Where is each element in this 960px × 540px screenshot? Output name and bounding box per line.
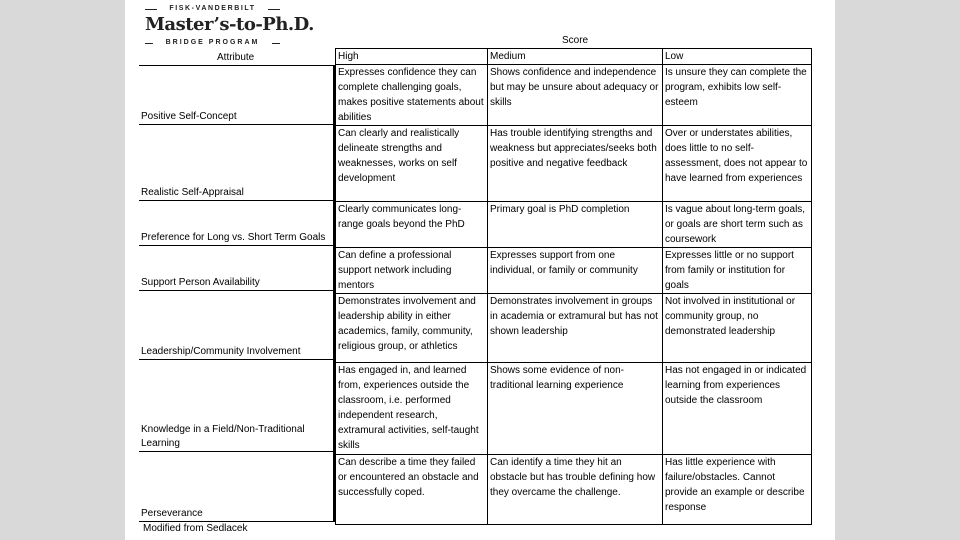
attribute-label: Perseverance — [139, 452, 334, 522]
table-row — [336, 363, 812, 455]
cell-high: Clearly communicates long-range goals beyond the PhD — [336, 202, 488, 248]
logo-main-text: Master’s-to-Ph.D. — [145, 14, 314, 35]
program-logo — [145, 5, 314, 46]
table-row — [336, 126, 812, 202]
table-header-row — [336, 49, 812, 65]
cell-low: Is vague about long-term goals, or goals are short term such as coursework — [663, 202, 812, 248]
attribute-label: Realistic Self-Appraisal — [139, 125, 334, 201]
cell-high: Demonstrates involvement and leadership ability in either academics, family, community, religious group, or athletics — [336, 294, 488, 363]
cell-low: Over or understates abilities, does little to no self-assessment, does not appear to have learned from experiences — [663, 126, 812, 202]
header-medium: Medium — [488, 49, 663, 65]
cell-medium: Primary goal is PhD completion — [488, 202, 663, 248]
table-row — [336, 248, 812, 294]
table-row — [336, 455, 812, 525]
cell-low: Has not engaged in or indicated learning from experiences outside the classroom — [663, 363, 812, 455]
cell-medium: Has trouble identifying strengths and weakness but appreciates/seeks both positive and negative feedback — [488, 126, 663, 202]
logo-top-text: FISK-VANDERBILT — [169, 5, 256, 12]
cell-low: Not involved in institutional or community group, no demonstrated leadership — [663, 294, 812, 363]
cell-medium: Expresses support from one individual, or family or community — [488, 248, 663, 294]
attribute-label: Knowledge in a Field/Non-Traditional Learning — [139, 360, 334, 452]
attribute-label: Positive Self-Concept — [139, 66, 334, 125]
cell-high: Can clearly and realistically delineate strengths and weaknesses, works on self development — [336, 126, 488, 202]
attribute-label: Leadership/Community Involvement — [139, 291, 334, 360]
cell-high: Can define a professional support network including mentors — [336, 248, 488, 294]
header-high: High — [336, 49, 488, 65]
attribute-header: Attribute — [217, 52, 255, 63]
cell-low: Expresses little or no support from family or institution for goals — [663, 248, 812, 294]
header-low: Low — [663, 49, 812, 65]
cell-high: Can describe a time they failed or encountered an obstacle and successfully coped. — [336, 455, 488, 525]
table-row — [336, 294, 812, 363]
attribute-row — [139, 125, 334, 201]
attribute-row — [139, 291, 334, 360]
attribute-row — [139, 201, 334, 246]
rubric-score-table — [335, 48, 812, 525]
cell-medium: Can identify a time they hit an obstacle but has trouble defining how they overcame the challenge. — [488, 455, 663, 525]
slide — [125, 0, 835, 540]
attribute-label: Preference for Long vs. Short Term Goals — [139, 201, 334, 246]
cell-medium: Shows confidence and independence but may be unsure about adequacy or skills — [488, 65, 663, 126]
attribute-row — [139, 360, 334, 452]
cell-low: Is unsure they can complete the program, exhibits low self-esteem — [663, 65, 812, 126]
attribute-row — [139, 452, 334, 522]
cell-low: Has little experience with failure/obstacles. Cannot provide an example or describe response — [663, 455, 812, 525]
table-row — [336, 65, 812, 126]
cell-high: Has engaged in, and learned from, experiences outside the classroom, i.e. performed independent research, extramural activities, self-taught skills — [336, 363, 488, 455]
attribute-row — [139, 66, 334, 125]
cell-medium: Demonstrates involvement in groups in academia or extramural but has not shown leadership — [488, 294, 663, 363]
table-row — [336, 202, 812, 248]
attribute-column — [139, 65, 335, 522]
score-header: Score — [562, 35, 589, 46]
source-note: Modified from Sedlacek — [143, 523, 248, 534]
attribute-row — [139, 246, 334, 291]
logo-bottom-text: BRIDGE PROGRAM — [165, 39, 260, 46]
attribute-label: Support Person Availability — [139, 246, 334, 291]
cell-medium: Shows some evidence of non-traditional learning experience — [488, 363, 663, 455]
cell-high: Expresses confidence they can complete challenging goals, makes positive statements about abilities — [336, 65, 488, 126]
